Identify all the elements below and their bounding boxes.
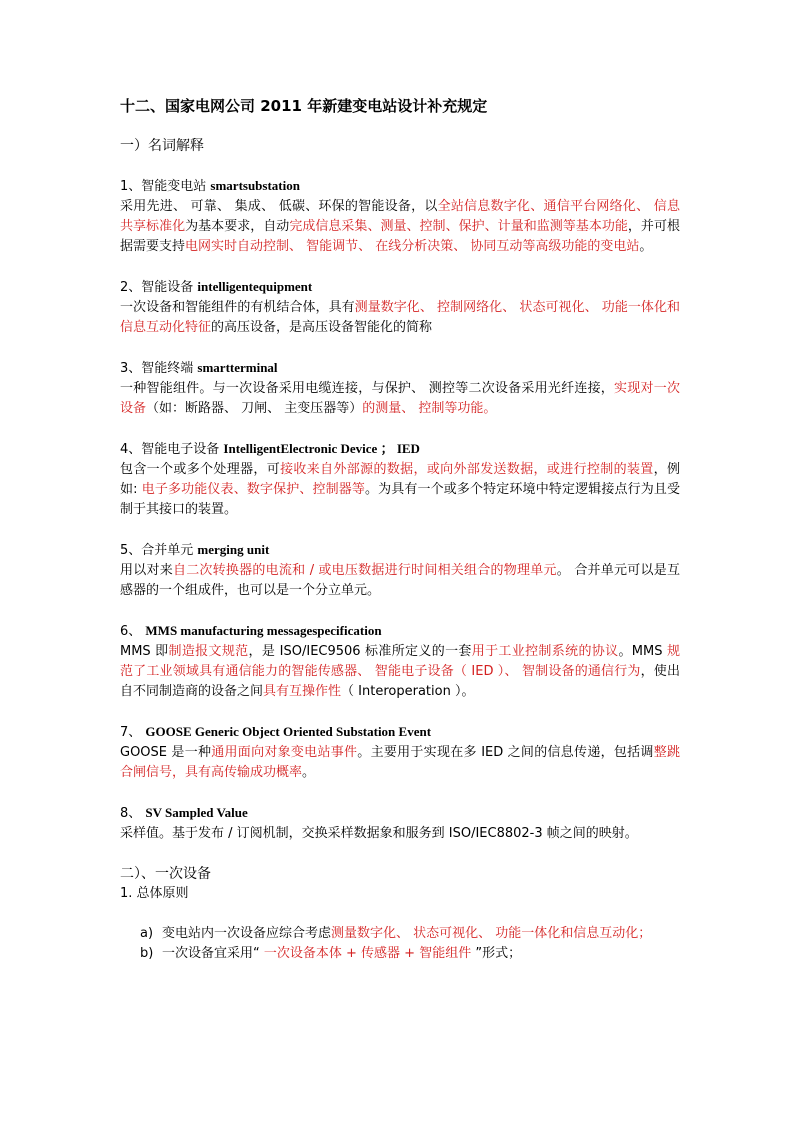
list-item [140,944,680,964]
definition-entry [120,439,680,520]
list-text [162,924,680,944]
entries.2.body-run: 实现对一次设备 [120,381,680,416]
definition-entry [120,358,680,419]
definition-term: smartsubstation [210,178,300,193]
sub-heading-general-principles: 1. 总体原则 [120,886,189,901]
entries.3.body-run: 包含一个或多个处理器，可 [120,462,281,477]
entries.5.body-run: ，是 ISO/IEC9506 标准所定义的一套 [248,644,472,659]
definition-entry [120,176,680,257]
definition-title [120,803,680,824]
definition-number: 4、智能电子设备 [120,442,224,457]
entries.5.body-run: MMS 即 [120,644,169,659]
entries.4.body-run: 自二次转换器的电流和 / 或电压数据进行时间相关组合的物理单元 [172,563,557,578]
definition-entry [120,277,680,338]
definition-body [120,642,680,702]
section2.items.1.body-run: 一次设备宜采用“ [162,946,264,961]
section2.items.1.body-run: 一次设备本体 + 传感器 + 智能组件 [263,946,472,961]
definition-number: 6、 [120,624,146,639]
definition-term: MMS manufacturing messagespecification [145,623,382,638]
definition-number: 3、智能终端 [120,361,198,376]
entries.0.body-run: 采用先进、 可靠、 集成、 低碳、环保的智能设备，以 [120,199,438,214]
entries.3.body-run: ，例如: [120,462,680,497]
definition-body [120,379,680,419]
definition-number: 5、合并单元 [120,543,198,558]
entries.3.body-run: 接收来自外部源的数据，或向外部发送数据，或进行控制的装置 [280,462,654,477]
list-marker: b) [140,946,154,961]
entries.0.body-run: 。 [639,239,653,254]
definition-list [120,176,680,844]
definition-title [120,358,680,379]
definition-body [120,460,680,520]
definition-title [120,439,680,460]
list-text [162,944,680,964]
entries.5.body-run: 用于工业控制系统的协议 [471,644,619,659]
definition-title [120,722,680,743]
entries.0.body-run: ，并可根据需要支持 [120,219,680,254]
list-marker: a) [140,926,154,941]
definition-term: GOOSE Generic Object Oriented Substation Event [145,724,432,739]
entries.7.body-run: 采样值。基于发布 / 订阅机制，交换采样数据象和服务到 ISO/IEC8802-3 帧之间的映射。 [120,826,638,841]
definition-number: 2、智能设备 [120,280,198,295]
section2.items.0.body-run: 测量数字化、 状态可视化、 功能一体化和信息互动化； [331,926,652,941]
definition-title [120,540,680,561]
entries.5.body-run: 规范了工业领域具有通信能力的智能传感器、 智能电子设备（ IED ）、 智制设备的通信行为 [120,644,680,679]
definition-title [120,621,680,642]
entries.1.body-run: 测量数字化、 控制网络化、 状态可视化、 功能一体化和信息互动化特征 [120,300,680,335]
entries.5.body-run: （ Interoperation ）。 [341,684,475,699]
entries.3.body-run: 。为具有一个或多个特定环境中特定逻辑接点行为且受制于其接口的装置。 [120,482,680,517]
definition-term: smartterminal [197,360,278,375]
section-heading-terms: 一）名词解释 [120,138,204,154]
document-title: 十二、国家电网公司 2011 年新建变电站设计补充规定 [120,97,488,115]
entries.0.body-run: 全站信息数字化、通信平台网络化、 信息共享标准化 [120,199,680,234]
definition-body [120,561,680,601]
definition-body [120,743,680,783]
entries.0.body-run: 电网实时自动控制、 智能调节、 在线分析决策、 协同互动等高级功能的变电站 [185,239,640,254]
definition-term: IntelligentElectronic Device ； IED [223,441,420,456]
entries.6.body-run: GOOSE 是一种 [120,745,212,760]
principle-list [140,924,680,964]
definition-number: 7、 [120,725,146,740]
entries.5.body-run: 。MMS [618,644,667,659]
entries.4.body-run: 。 合并单元可以是互感器的一个组成件，也可以是一个分立单元。 [120,563,680,598]
list-item [140,924,680,944]
definition-body [120,298,680,338]
definition-entry [120,621,680,702]
definition-body [120,824,680,844]
definition-entry [120,540,680,601]
section-heading-primary-equipment: 二）、一次设备 [120,866,211,882]
entries.0.body-run: 为基本要求，自动 [185,219,290,234]
section2.items.0.body-run: 变电站内一次设备应综合考虑 [162,926,332,941]
section2.items.1.body-run: ”形式； [471,946,522,961]
entries.6.body-run: 整跳合闸信号，具有高传输成功概率 [120,745,680,780]
definition-number: 8、 [120,806,146,821]
entries.2.body-run: （如：断路器、 刀闸、 主变压器等） [146,401,363,416]
entries.5.body-run: ，使出自不同制造商的设备之间 [120,664,680,699]
entries.4.body-run: 用以对来 [120,563,173,578]
entries.2.body-run: 的测量、 控制等功能。 [362,401,497,416]
entries.6.body-run: 。 [302,765,316,780]
definition-title [120,277,680,298]
definition-title [120,176,680,197]
entries.5.body-run: 制造报文规范 [168,644,249,659]
definition-entry [120,722,680,783]
definition-term: merging unit [197,542,270,557]
entries.6.body-run: 通用面向对象变电站事件 [211,745,358,760]
definition-body [120,197,680,257]
entries.3.body-run: 电子多功能仪表、数字保护、控制器等 [141,482,365,497]
definition-entry [120,803,680,844]
definition-term: intelligentequipment [197,279,313,294]
entries.2.body-run: 一种智能组件。与一次设备采用电缆连接，与保护、 测控等二次设备采用光纤连接， [120,381,615,396]
entries.6.body-run: 。主要用于实现在多 IED 之间的信息传递，包括调 [357,745,654,760]
entries.1.body-run: 的高压设备，是高压设备智能化的简称 [211,320,433,335]
entries.5.body-run: 具有互操作性 [263,684,342,699]
document-content [120,96,680,964]
entries.0.body-run: 完成信息采集、测量、控制、保护、计量和监测等基本功能 [289,219,628,234]
entries.1.body-run: 一次设备和智能组件的有机结合体，具有 [120,300,355,315]
definition-term: SV Sampled Value [145,805,248,820]
definition-number: 1、智能变电站 [120,179,211,194]
